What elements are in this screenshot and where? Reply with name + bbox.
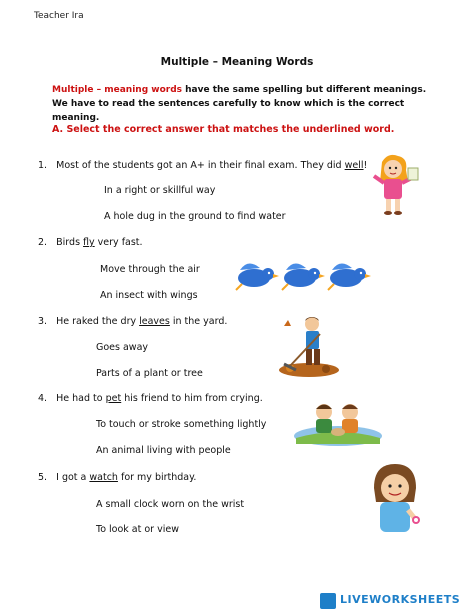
question-2	[38, 237, 143, 248]
option-1a[interactable]: In a right or skillful way	[104, 185, 216, 196]
option-1b[interactable]: A hole dug in the ground to find water	[104, 211, 286, 222]
underlined-word: leaves	[139, 316, 170, 327]
question-text: He had to	[56, 393, 106, 404]
question-number: 4.	[38, 393, 48, 404]
option-4a[interactable]: To touch or stroke something lightly	[96, 419, 267, 430]
blue-birds-icon	[232, 256, 372, 296]
option-2a[interactable]: Move through the air	[100, 264, 200, 275]
option-5b[interactable]: To look at or view	[96, 524, 179, 535]
instruction: A. Select the correct answer that matches the underlined word.	[52, 124, 395, 135]
brand-name: LIVEWORKSHEETS	[340, 593, 461, 606]
question-number: 5.	[38, 472, 48, 483]
option-2b[interactable]: An insect with wings	[100, 290, 198, 301]
question-text: I got a	[56, 472, 90, 483]
question-text: Birds	[56, 237, 84, 248]
question-text: Most of the students got an A+ in their final exam. They did	[56, 160, 345, 171]
question-text-end: very fast.	[94, 237, 143, 248]
intro-paragraph	[52, 83, 442, 125]
underlined-word: fly	[83, 237, 95, 248]
underlined-word: pet	[105, 393, 122, 404]
option-5a[interactable]: A small clock worn on the wrist	[96, 499, 245, 510]
kids-with-pet-icon	[292, 398, 384, 446]
page-title: Multiple – Meaning Words	[160, 56, 314, 68]
intro-highlight: Multiple – meaning words	[52, 85, 182, 95]
option-3b[interactable]: Parts of a plant or tree	[96, 368, 203, 379]
question-number: 2.	[38, 237, 48, 248]
boy-raking-leaves-icon	[276, 312, 342, 378]
liveworksheets-logo	[320, 591, 470, 611]
underlined-word: well	[344, 160, 364, 171]
girl-with-paper-icon	[368, 152, 420, 216]
question-text-end: for my birthday.	[117, 472, 197, 483]
question-1	[38, 160, 367, 171]
question-number: 3.	[38, 316, 48, 327]
question-3	[38, 316, 227, 327]
question-number: 1.	[38, 160, 48, 171]
question-text-end: his friend to him from crying.	[121, 393, 263, 404]
girl-with-watch-icon	[368, 462, 422, 538]
teacher-name: Teacher Ira	[34, 11, 84, 21]
intro-rest: have the same spelling but different meanings. We have to read the sentences carefully to know which is the correct meaning.	[52, 85, 427, 123]
option-4b[interactable]: An animal living with people	[96, 445, 231, 456]
logo-badge-icon	[320, 593, 336, 609]
question-5	[38, 472, 196, 483]
option-3a[interactable]: Goes away	[96, 342, 149, 353]
question-text-end: !	[363, 160, 368, 171]
question-text: He raked the dry	[56, 316, 140, 327]
question-text-end: in the yard.	[169, 316, 228, 327]
question-4	[38, 393, 263, 404]
underlined-word: watch	[89, 472, 118, 483]
